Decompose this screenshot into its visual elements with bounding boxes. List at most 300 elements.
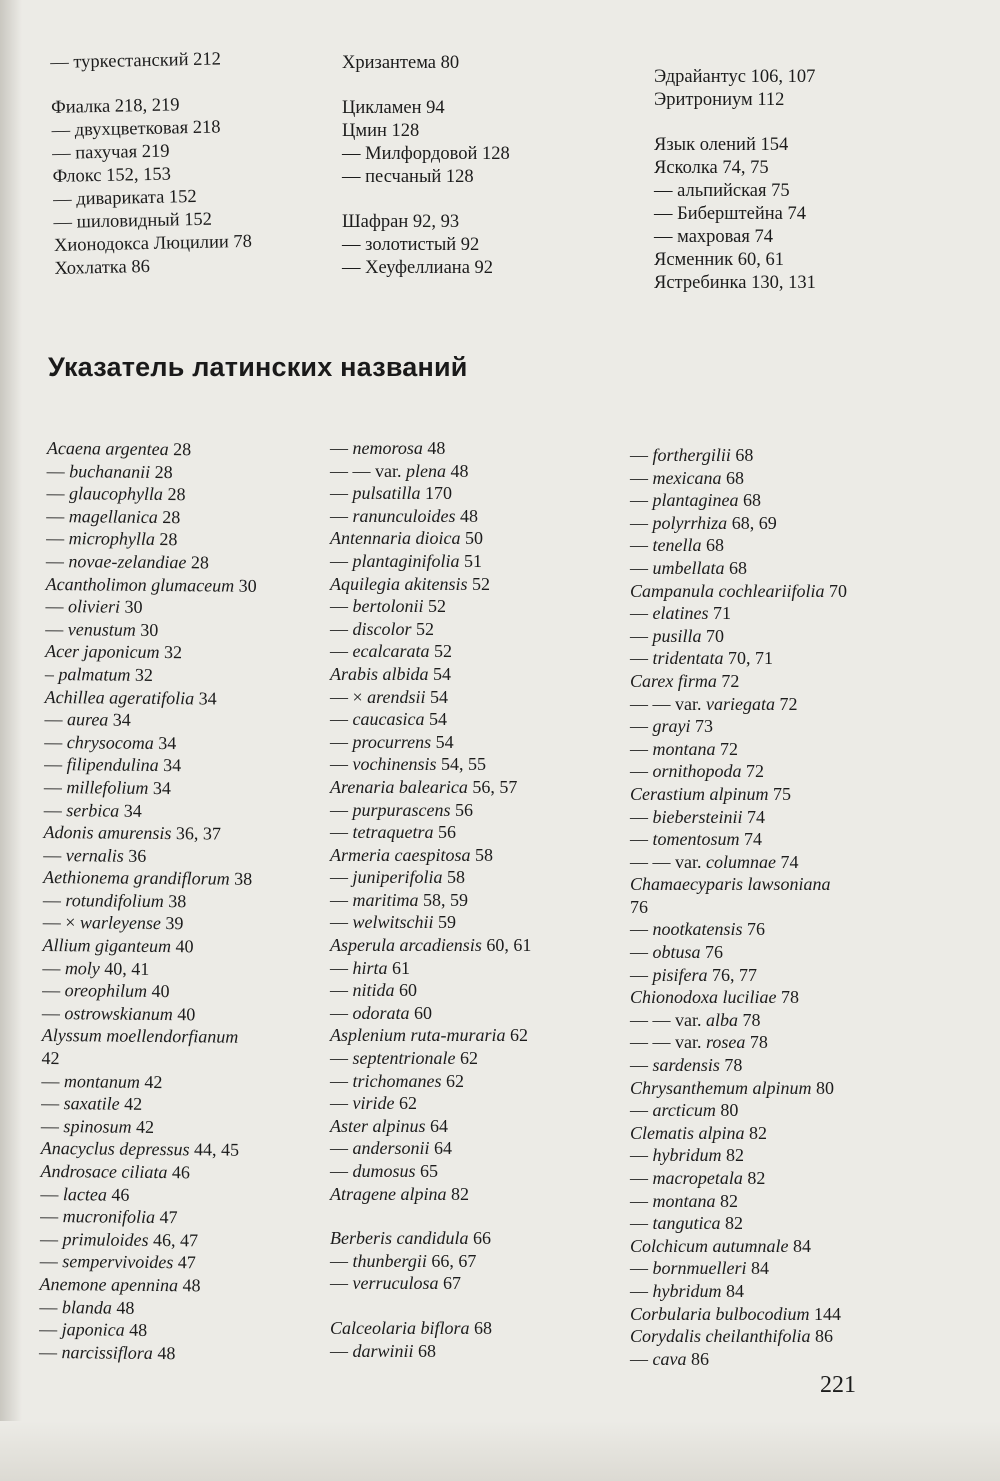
entry-pages: 75 [773,783,792,804]
entry-prefix: — [40,1206,63,1227]
entry-pages: 59 [438,912,456,933]
index-entry [630,1325,847,1348]
index-entry: — Биберштейна 74 [654,204,806,224]
entry-prefix: — [330,1340,353,1361]
entry-pages: 34 [123,800,142,821]
entry-prefix: — [44,754,67,775]
entry-pages: 82 [725,1213,743,1234]
entry-name: Chrysanthemum alpinum [630,1077,812,1098]
entry-prefix: — — var. [630,851,706,872]
entry-name: Anemone apennina [39,1273,179,1296]
entry-pages: 76 [705,942,724,963]
index-entry [330,1070,531,1093]
entry-pages: 58, 59 [423,889,469,910]
entry-name: bornmuelleri [652,1258,747,1279]
index-entry [630,1303,847,1326]
entry-pages: 78 [724,1055,743,1076]
entry-pages: 40 [177,1004,196,1025]
index-entry [330,437,531,460]
entry-pages: 76 [747,919,765,940]
entry-name: odorata [352,1002,410,1023]
entry-pages: 72 [721,670,740,691]
index-entry [330,460,531,483]
entry-name: olivieri [67,596,121,617]
entry-name: magellanica [68,505,158,527]
index-entry: — пахучая 219 [51,141,170,164]
entry-name: thunbergii [352,1250,427,1271]
index-entry [40,1205,251,1229]
entry-prefix: — [42,957,65,978]
index-entry: — дивариката 152 [52,186,197,210]
index-entry [330,1160,531,1183]
entry-prefix: — [38,1341,62,1362]
entry-prefix: — [46,528,69,549]
entry-name: blanda [61,1296,113,1318]
entry-prefix: — [630,557,653,578]
entry-name: warleyense [79,912,161,934]
entry-pages: 56 [455,799,473,820]
entry-name: tangutica [652,1213,721,1234]
entry-pages: 40 [151,981,170,1002]
entry-prefix: — [630,964,653,985]
entry-name: nitida [352,980,395,1001]
entry-prefix: — [630,445,653,465]
entry-name: Acer japonicum [45,641,160,663]
entry-pages: 68 [705,535,724,556]
index-gap [330,1205,531,1227]
index-entry [630,873,847,896]
entry-name: Corbularia bulbocodium [630,1303,810,1324]
entry-name: rosea [706,1032,746,1053]
index-entry: — песчаный 128 [342,167,474,187]
entry-name: Berberis candidula [330,1228,469,1249]
entry-name: Arenaria balearica [330,776,468,797]
entry-name: viride [352,1093,395,1114]
index-entry [630,512,847,535]
entry-pages: 47 [159,1207,178,1228]
index-gap [342,189,510,211]
entry-prefix: — [40,1115,64,1136]
entry-pages: 40 [175,936,194,957]
entry-name: Corydalis cheilanthifolia [630,1326,811,1347]
index-entry [43,844,254,868]
entry-pages: 62 [510,1025,528,1046]
index-entry [41,1070,252,1094]
index-entry [630,670,847,693]
index-entry [45,686,256,710]
entry-name: Achillea ageratifolia [44,686,195,708]
entry-name: hybridum [652,1145,722,1166]
entry-prefix: — [39,1319,62,1340]
entry-name: elatines [652,603,709,624]
entry-pages: 54, 55 [440,754,486,775]
entry-pages: 30 [238,575,257,596]
entry-pages: 47 [177,1252,196,1273]
index-entry [630,715,847,738]
entry-pages: 66 [472,1228,491,1249]
entry-prefix: — [630,919,653,940]
entry-pages: 46 [171,1162,190,1183]
entry-name: venustum [67,618,136,640]
entry-name: saxatile [63,1093,120,1114]
latin-index-column-2 [330,437,531,1362]
index-entry [41,1115,252,1139]
entry-name: Antennaria dioica [330,528,461,549]
entry-prefix: — [330,867,353,888]
index-entry [44,731,255,755]
entry-name: microphylla [68,528,156,550]
entry-name: cava [652,1348,687,1369]
index-entry [630,467,847,490]
entry-prefix: — [330,754,353,775]
entry-name: spinosum [63,1115,132,1137]
index-entry [330,731,531,754]
entry-name: narcissiflora [61,1341,153,1363]
index-entry: — двухцветковая 218 [51,117,221,141]
entry-pages: 71 [713,603,731,624]
entry-prefix: — [630,738,653,759]
entry-name: Chionodoxa luciliae [630,987,777,1008]
index-entry [45,618,256,642]
entry-name: pusilla [652,625,702,646]
entry-name: serbica [66,799,120,821]
russian-index-column-1 [50,48,253,281]
entry-prefix: — [630,625,653,646]
index-entry [43,866,254,890]
page-bottom-shadow [0,1421,1000,1481]
entry-name: oreophilum [64,980,148,1002]
index-entry [330,979,531,1002]
entry-name: rotundifolium [65,890,164,911]
entry-name: lactea [62,1183,107,1205]
entry-name: plantaginea [652,490,739,511]
entry-prefix: — [46,460,70,481]
index-entry: Шафран 92, 93 [342,212,460,232]
entry-pages: 68 [725,467,744,488]
entry-pages: 38 [168,890,187,912]
entry-name: plena [406,460,446,481]
index-entry [47,460,258,484]
entry-prefix: — [44,709,68,730]
entry-prefix: — × [330,686,368,707]
entry-pages: 28 [154,461,173,482]
entry-pages: 68 [418,1340,437,1361]
entry-pages: 86 [815,1326,833,1347]
index-entry [330,844,531,867]
index-entry [330,482,531,505]
entry-pages: 65 [420,1161,439,1181]
entry-pages: 58 [447,867,465,888]
index-entry [630,964,847,987]
entry-name: variegata [706,693,775,714]
entry-name: nootkatensis [652,919,743,940]
index-entry [330,911,531,934]
entry-pages: 78 [742,1009,761,1030]
entry-prefix: — — var. [630,693,706,714]
entry-name: Cerastium alpinum [630,783,769,804]
index-gap [342,75,510,97]
index-entry [630,828,847,851]
entry-prefix: — [42,889,66,911]
entry-name: macropetala [652,1168,743,1188]
index-entry: Ясколка 74, 75 [654,158,769,178]
entry-name: vochinensis [352,754,437,775]
entry-name: bertolonii [352,596,424,617]
index-entry [42,1002,253,1026]
entry-pages: 32 [164,642,183,663]
entry-name: plantaginifolia [352,550,460,571]
entry-pages: 84 [751,1258,769,1279]
entry-pages: 62 [446,1070,464,1091]
entry-pages: 42 [135,1116,155,1137]
index-entry [630,580,847,603]
entry-pages: 64 [434,1138,453,1159]
index-entry [630,1257,847,1280]
entry-name: moly [64,957,100,979]
entry-name: ornithopoda [652,761,742,782]
entry-name: columnae [706,851,776,872]
index-entry: — махровая 74 [654,227,774,247]
index-entry [45,640,256,664]
entry-name: Acantholimon glumaceum [45,573,235,596]
entry-pages: 78 [749,1032,768,1053]
index-entry [630,625,847,648]
index-entry [42,1024,253,1048]
entry-pages: 52 [428,596,446,617]
index-entry [40,1250,251,1274]
entry-pages: 68 [729,557,747,578]
index-entry [630,783,847,806]
index-entry [630,1099,847,1122]
entry-name: mexicana [652,467,722,488]
entry-name: Atragene alpina [330,1183,447,1204]
entry-pages: 54 [435,731,454,752]
index-entry [39,1296,250,1320]
section-heading: Указатель латинских названий [48,352,468,382]
index-entry: Эритрониум 112 [654,90,785,110]
index-entry [330,573,531,596]
index-entry [330,1092,531,1115]
index-entry [44,776,255,800]
index-entry [330,663,531,686]
index-entry [330,708,531,731]
entry-pages: 80 [720,1100,739,1121]
index-entry [41,1047,252,1071]
entry-prefix: — [330,483,353,504]
entry-name: juniperifolia [352,867,443,888]
entry-prefix: — [330,505,353,526]
entry-pages: 48 [182,1275,201,1296]
entry-pages: 36, 37 [175,823,221,844]
index-entry [330,1227,531,1250]
entry-prefix: — [630,1100,653,1121]
entry-pages: 66, 67 [431,1250,477,1271]
entry-prefix: — [630,761,653,782]
entry-prefix: — [630,535,653,556]
entry-name: Armeria caespitosa [330,844,471,865]
index-entry [330,776,531,799]
entry-pages: 72 [720,738,738,759]
entry-prefix: — [630,490,653,511]
entry-name: Calceolaria biflora [330,1317,470,1338]
entry-prefix: — [630,716,653,737]
index-entry: — альпийская 75 [654,181,790,201]
entry-pages: 42 [124,1093,143,1115]
index-entry [330,753,531,776]
entry-prefix: — [630,806,653,827]
index-entry: Цмин 128 [342,121,420,141]
entry-name: verruculosa [352,1273,439,1294]
entry-prefix: — [44,731,67,752]
entry-name: mucronifolia [62,1206,156,1228]
entry-name: Asperula arcadiensis [330,935,482,956]
entry-name: tomentosum [652,829,740,850]
entry-pages: 74 [780,851,799,872]
index-entry [41,1137,252,1161]
index-entry [330,1002,531,1025]
index-entry [630,1190,847,1213]
index-entry [630,918,847,941]
entry-pages: 56, 57 [472,776,518,797]
entry-pages: 30 [140,619,159,640]
entry-name: tridentata [652,648,724,669]
entry-pages: 86 [690,1348,709,1369]
entry-pages: 34 [198,687,217,709]
entry-name: Anacyclus depressus [40,1138,190,1160]
entry-prefix: — [330,1002,353,1023]
entry-prefix: — [330,550,353,571]
entry-pages: 80 [816,1077,834,1098]
index-entry [630,806,847,829]
entry-name: glaucophylla [68,483,164,505]
entry-name: forthergilii [652,445,731,465]
entry-pages: 64 [430,1115,449,1136]
entry-name: montana [652,1190,716,1211]
index-entry [630,1144,847,1167]
entry-pages: 82 [720,1190,738,1211]
entry-prefix: – [44,663,59,685]
entry-prefix: — [630,512,653,533]
entry-pages: 74 [746,806,765,827]
entry-name: Arabis albida [330,663,429,684]
entry-prefix: — [630,1258,653,1279]
index-entry [630,896,847,919]
entry-pages: 52 [416,618,435,639]
index-entry [630,1054,847,1077]
index-entry: Хионодокса Люцилии 78 [53,231,253,256]
entry-prefix: — [630,1280,653,1301]
index-entry [330,889,531,912]
entry-pages: 28 [173,439,192,460]
entry-name: Carex firma [630,670,717,691]
index-entry [330,934,531,957]
index-entry [630,738,847,761]
index-entry [39,1341,250,1365]
index-entry [42,934,253,958]
index-entry [46,482,257,506]
index-entry [330,1047,531,1070]
entry-pages: 34 [152,777,172,799]
entry-prefix: — [40,1183,63,1204]
index-entry [330,957,531,980]
entry-prefix: — [330,438,353,458]
entry-pages: 54 [430,686,448,707]
index-entry [40,1160,251,1184]
entry-name: Colchicum autumnale [630,1235,789,1256]
entry-name: pisifera [652,964,708,985]
index-entry [330,1317,531,1340]
entry-pages: 48 [116,1297,135,1318]
entry-prefix: — [330,912,353,933]
entry-name: buchananii [69,460,151,482]
entry-pages: 46 [111,1184,130,1205]
entry-prefix: — [43,844,66,865]
index-entry [46,550,257,574]
entry-name: Allium giganteum [42,935,172,957]
entry-prefix: — [41,1093,64,1114]
entry-name: arcticum [652,1100,716,1121]
entry-prefix: — [630,829,653,850]
entry-pages: 56 [438,822,456,843]
index-entry [43,821,254,845]
entry-pages: 144 [814,1303,842,1324]
index-entry [630,1348,847,1371]
entry-pages: 28 [190,552,209,573]
entry-pages: 84 [726,1280,744,1301]
index-entry [330,866,531,889]
entry-pages: 48 [460,505,478,526]
latin-index-column-3 [630,444,847,1370]
index-entry [46,573,257,597]
index-entry [330,640,531,663]
entry-pages: 73 [695,716,713,737]
entry-name: nemorosa [352,438,423,458]
index-entry [47,437,258,461]
entry-name: septentrionale [352,1048,456,1069]
entry-prefix: — [42,980,65,1001]
index-entry [330,550,531,573]
index-entry [46,505,257,529]
entry-name: vernalis [65,844,124,866]
index-entry: Ястребинка 130, 131 [654,273,816,293]
russian-index-column-2 [342,52,510,280]
index-entry [630,444,847,467]
index-entry: — золотистый 92 [342,235,480,255]
index-entry [44,798,255,822]
index-entry: Фиалка 218, 219 [50,95,180,118]
index-entry: Язык олений 154 [654,135,789,155]
entry-pages: 52 [471,573,490,594]
entry-name: arendsii [367,686,426,707]
entry-name: welwitschii [352,912,434,933]
entry-pages: 74 [744,829,762,850]
entry-pages: 48 [450,460,469,481]
entry-prefix: — [330,641,353,662]
index-entry: — туркестанский 212 [50,49,222,73]
index-entry [330,527,531,550]
page-gutter-shadow [0,0,22,1481]
entry-prefix: — [46,505,69,526]
index-entry [44,708,255,732]
entry-prefix: — [330,618,353,639]
entry-prefix: — [330,1048,353,1069]
entry-pages: 78 [780,987,799,1008]
index-entry [630,1122,847,1145]
entry-pages: 46, 47 [152,1229,199,1251]
entry-pages: 28 [167,484,186,505]
index-entry: Флокс 152, 153 [52,164,172,187]
entry-pages: 50 [464,528,483,549]
